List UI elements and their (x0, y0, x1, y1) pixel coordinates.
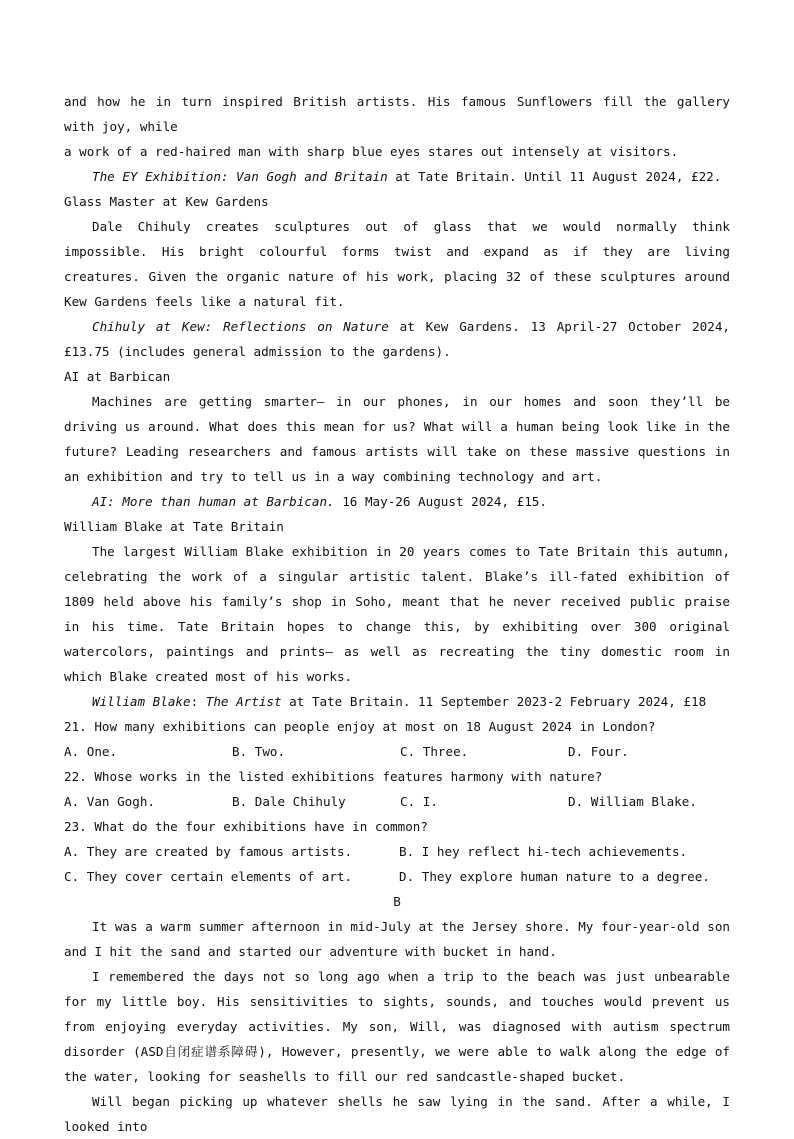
van-gogh-description-line-1: and how he in turn inspired British artists. His famous Sunflowers fill the gallery with joy, while (64, 94, 730, 134)
passage-b-label: B (393, 894, 401, 909)
chihuly-heading: Glass Master at Kew Gardens (64, 194, 269, 209)
document-page (64, 89, 730, 1139)
question-22-option-b: B. Dale Chihuly (232, 794, 346, 809)
blake-exhibition-details: at Tate Britain. 11 September 2023-2 February 2024, £18 (281, 694, 707, 709)
van-gogh-description-line-2: a work of a red-haired man with sharp blue eyes stares out intensely at visitors. (64, 144, 679, 159)
van-gogh-exhibition-title: The EY Exhibition: Van Gogh and Britain (92, 169, 388, 184)
question-21-option-b: B. Two. (232, 744, 286, 759)
blake-exhibition-info (64, 689, 730, 714)
question-22-option-a: A. Van Gogh. (64, 794, 155, 809)
chihuly-exhibition-title: Chihuly at Kew: Reflections on Nature (92, 319, 389, 334)
blake-exhibition-title-part-1: William Blake (92, 694, 191, 709)
passage-b-paragraph-3: Will began picking up whatever shells he saw lying in the sand. After a while, I looked into (64, 1094, 730, 1134)
chihuly-exhibition-details: at Kew Gardens. 13 April-27 October 2024, £13.75 (includes general admission to the gardens). (64, 319, 730, 359)
question-21-options (64, 739, 730, 764)
question-23-option-d: D. They explore human nature to a degree. (399, 869, 710, 884)
question-21-option-a: A. One. (64, 744, 118, 759)
ai-exhibition-info (64, 489, 730, 514)
question-23-option-b: B. I hey reflect hi-tech achievements. (399, 844, 688, 859)
chihuly-description: Dale Chihuly creates sculptures out of glass that we would normally think impossible. His bright colourful forms twist and expand as if they are living creatures. Given the organic nature of his work, placing 32 of these sculptures around Kew Gardens feels like a natural fit. (64, 219, 730, 309)
ai-heading: AI at Barbican (64, 369, 171, 384)
van-gogh-exhibition-details: at Tate Britain. Until 11 August 2024, £22. (387, 169, 722, 184)
blake-heading: William Blake at Tate Britain (64, 519, 284, 534)
question-22-options (64, 789, 730, 814)
passage-b-paragraph-2: I remembered the days not so long ago when a trip to the beach was just unbearable for my little boy. His sensitivities to sights, sounds, and touches would prevent us from enjoying everyday activities. My son, Will, was diagnosed with autism spectrum disorder (ASD自闭症谱系障碍), However, presently, we were able to walk along the edge of the water, looking for seashells to fill our red sandcastle-shaped bucket. (64, 969, 730, 1084)
blake-exhibition-title-separator: : (190, 694, 206, 709)
ai-exhibition-details: 16 May-26 August 2024, £15. (334, 494, 547, 509)
chihuly-exhibition-info (64, 314, 730, 364)
question-23-options-row-1 (64, 839, 730, 864)
question-21-option-c: C. Three. (400, 744, 469, 759)
question-23-options-row-2 (64, 864, 730, 889)
question-23-option-a: A. They are created by famous artists. (64, 844, 353, 859)
passage-b-paragraph-1: It was a warm summer afternoon in mid-July at the Jersey shore. My four-year-old son and I hit the sand and started our adventure with bucket in hand. (64, 919, 730, 959)
question-21-stem: 21. How many exhibitions can people enjoy at most on 18 August 2024 in London? (64, 719, 656, 734)
blake-exhibition-title-part-2: The Artist (205, 694, 282, 709)
ai-description: Machines are getting smarter— in our phones, in our homes and soon they’ll be driving us around. What does this mean for us? What will a human being look like in the future? Leading researchers and famous artists will take on these massive questions in an exhibition and try to tell us in a way combining technology and art. (64, 394, 730, 484)
blake-description: The largest William Blake exhibition in 20 years comes to Tate Britain this autumn, celebrating the work of a singular artistic talent. Blake’s ill-fated exhibition of 1809 held above his family’s shop in Soho, meant that he never received public praise in his time. Tate Britain hopes to change this, by exhibiting over 300 original watercolors, paintings and prints— as well as recreating the tiny domestic room in which Blake created most of his works. (64, 544, 730, 684)
question-23-option-c: C. They cover certain elements of art. (64, 869, 353, 884)
van-gogh-exhibition-info (64, 164, 730, 189)
question-23-stem: 23. What do the four exhibitions have in common? (64, 819, 428, 834)
ai-exhibition-title: AI: More than human at Barbican. (92, 494, 335, 509)
question-22-stem: 22. Whose works in the listed exhibitions features harmony with nature? (64, 769, 603, 784)
question-22-option-c: C. I. (400, 794, 438, 809)
question-22-option-d: D. William Blake. (568, 794, 697, 809)
question-21-option-d: D. Four. (568, 744, 629, 759)
